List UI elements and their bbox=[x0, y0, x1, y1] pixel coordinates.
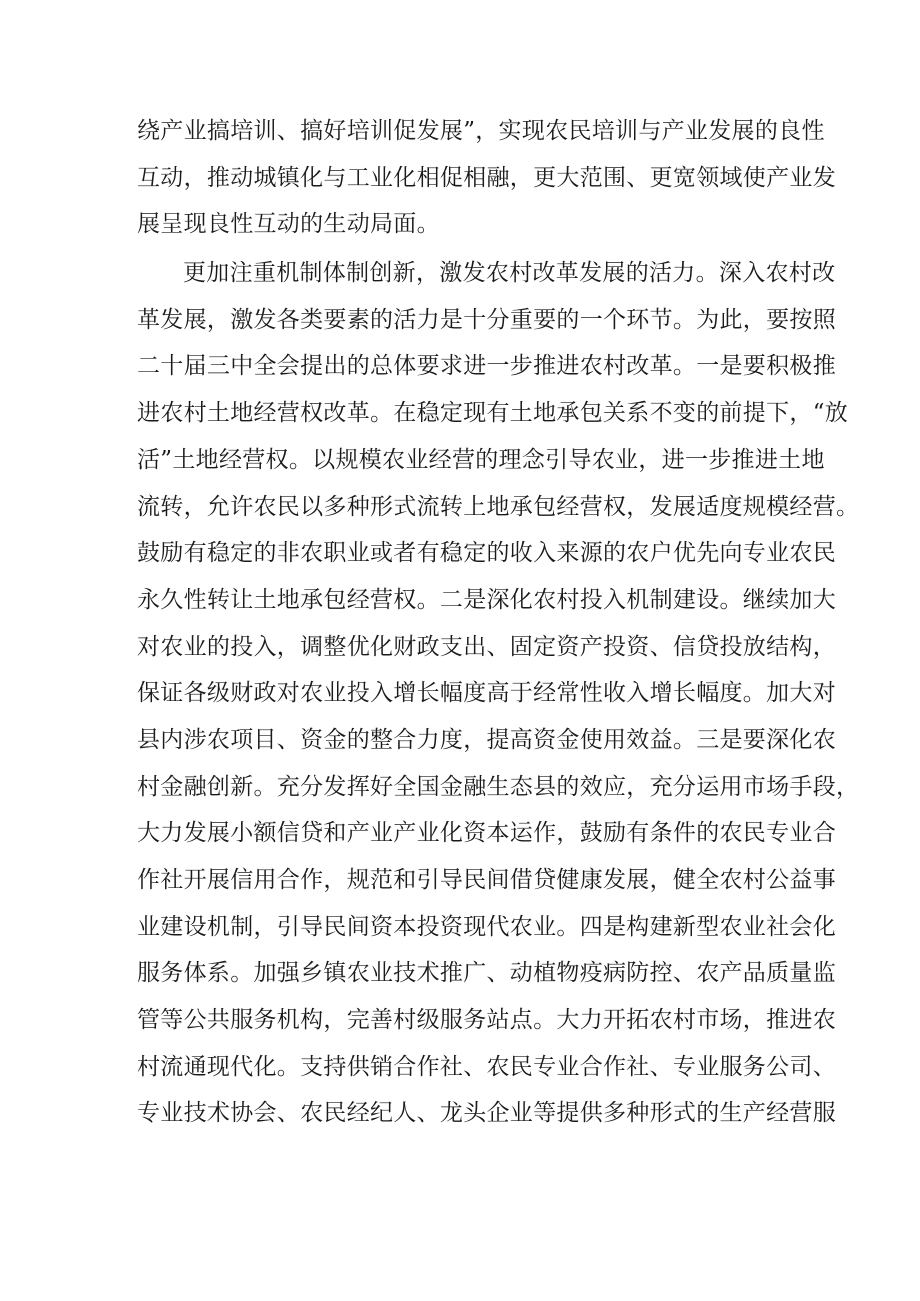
text-line: 村流通现代化。支持供销合作社、农民专业合作社、专业服务公司、 bbox=[137, 1053, 836, 1080]
text-line: 互动，推动城镇化与工业化相促相融，更大范围、更宽领域使产业发 bbox=[137, 164, 836, 191]
text-line: 鼓励有稳定的非农职业或者有稳定的收入来源的农户优先向专业农民 bbox=[137, 540, 836, 567]
text-line: 村金融创新。充分发挥好全国金融生态县的效应，充分运用市场手段， bbox=[137, 773, 860, 800]
text-line: 作社开展信用合作，规范和引导民间借贷健康发展，健全农村公益事 bbox=[137, 867, 836, 893]
text-line: 保证各级财政对农业投入增长幅度高于经常性收入增长幅度。加大对 bbox=[137, 680, 836, 707]
text-line: 大力发展小额信贷和产业产业化资本运作，鼓励有条件的农民专业合 bbox=[137, 820, 836, 847]
text-line: 革发展，激发各类要素的活力是十分重要的一个环节。为此，要按照 bbox=[137, 306, 836, 333]
text-line: 流转，允许农民以多种形式流转上地承包经营权，发展适度规模经营。 bbox=[137, 493, 860, 520]
text-line: 进农村土地经营权改革。在稳定现有土地承包关系不变的前提下，“放 bbox=[137, 400, 849, 427]
text-line: 永久性转让土地承包经营权。二是深化农村投入机制建设。继续加大 bbox=[137, 586, 836, 613]
paragraph-2 bbox=[137, 250, 860, 1137]
text-line: 更加注重机制体制创新，激发农村改革发展的活力。深入农村改 bbox=[183, 260, 836, 287]
text-line: 业建设机制，引导民间资本投资现代农业。四是构建新型农业社会化 bbox=[137, 913, 836, 940]
text-line: 绕产业搞培训、搞好培训促发展”，实现农民培训与产业发展的良性 bbox=[137, 118, 825, 144]
text-line: 县内涉农项目、资金的整合力度，提高资金使用效益。三是要深化农 bbox=[137, 726, 836, 753]
text-line: 展呈现良性互动的生动局面。 bbox=[137, 211, 440, 238]
text-line: 活”土地经营权。以规模农业经营的理念引导农业，进一步推进土地 bbox=[137, 446, 825, 473]
text-line: 对农业的投入，调整优化财政支出、固定资产投资、信贷投放结构， bbox=[137, 633, 836, 660]
text-line: 二十届三中全会提出的总体要求进一步推进农村改革。一是要积极推 bbox=[137, 353, 836, 380]
text-line: 服务体系。加强乡镇农业技术推广、动植物疫病防控、农产品质量监 bbox=[137, 960, 836, 987]
paragraph-1 bbox=[137, 108, 836, 248]
document-body bbox=[137, 108, 860, 1137]
text-line: 专业技术协会、农民经纪人、龙头企业等提供多种形式的生产经营服 bbox=[137, 1100, 836, 1127]
text-line: 管等公共服务机构，完善村级服务站点。大力开拓农村市场，推进农 bbox=[137, 1007, 836, 1034]
